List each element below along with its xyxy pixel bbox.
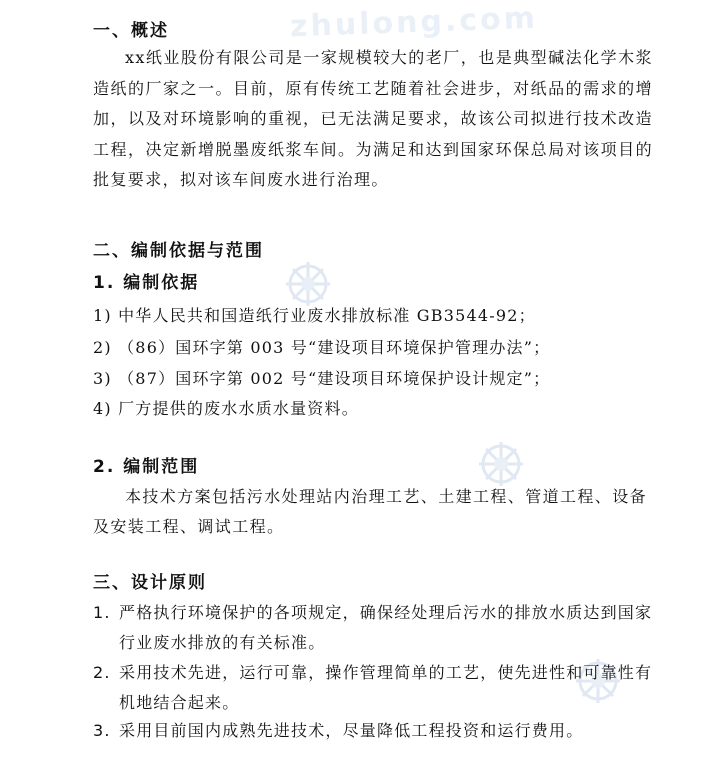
basis-item: 4) 厂方提供的废水水质水量资料。 [93,399,359,418]
watermark-text: zhulong.com [289,0,539,45]
subheading-scope: 2. 编制范围 [93,457,200,477]
section-heading-design-principles: 三、设计原则 [93,573,207,593]
principle-number: 3. [93,721,111,740]
basis-item: 3) （87）国环字第 002 号“建设项目环境保护设计规定”； [93,369,551,388]
basis-item: 1) 中华人民共和国造纸行业废水排放标准 GB3544-92； [93,306,536,325]
principle-text: 严格执行环境保护的各项规定，确保经处理后污水的排放水质达到国家行业废水排放的有关标准。 [119,603,653,652]
principle-number: 2. [93,663,111,682]
section-heading-overview: 一、概述 [93,21,169,41]
principle-text: 采用目前国内成熟先进技术，尽量降低工程投资和运行费用。 [119,721,584,740]
watermark-logo-icon [282,258,334,310]
principle-item [93,598,653,658]
scope-paragraph: 本技术方案包括污水处理站内治理工艺、土建工程、管道工程、设备及安装工程、调试工程。 [93,487,648,536]
principle-text: 采用技术先进，运行可靠，操作管理简单的工艺，使先进性和可靠性有机地结合起来。 [119,663,653,712]
principle-item [93,658,653,718]
basis-item: 2) （86）国环字第 003 号“建设项目环境保护管理办法”； [93,338,551,357]
subheading-basis: 1. 编制依据 [93,273,200,293]
principle-number: 1. [93,603,111,622]
principle-item [93,716,653,746]
overview-paragraph: xx纸业股份有限公司是一家规模较大的老厂，也是典型碱法化学木浆造纸的厂家之一。目前，原有传统工艺随着社会进步，对纸品的需求的增加，以及对环境影响的重视，已无法满足要求，故该公司拟进行技术改造工程，决定新增脱墨废纸浆车间。为满足和达到国家环保总局对该项目的批复要求，拟对该车间废水进行治理。 [93,48,653,190]
section-heading-basis-scope: 二、编制依据与范围 [93,241,264,261]
